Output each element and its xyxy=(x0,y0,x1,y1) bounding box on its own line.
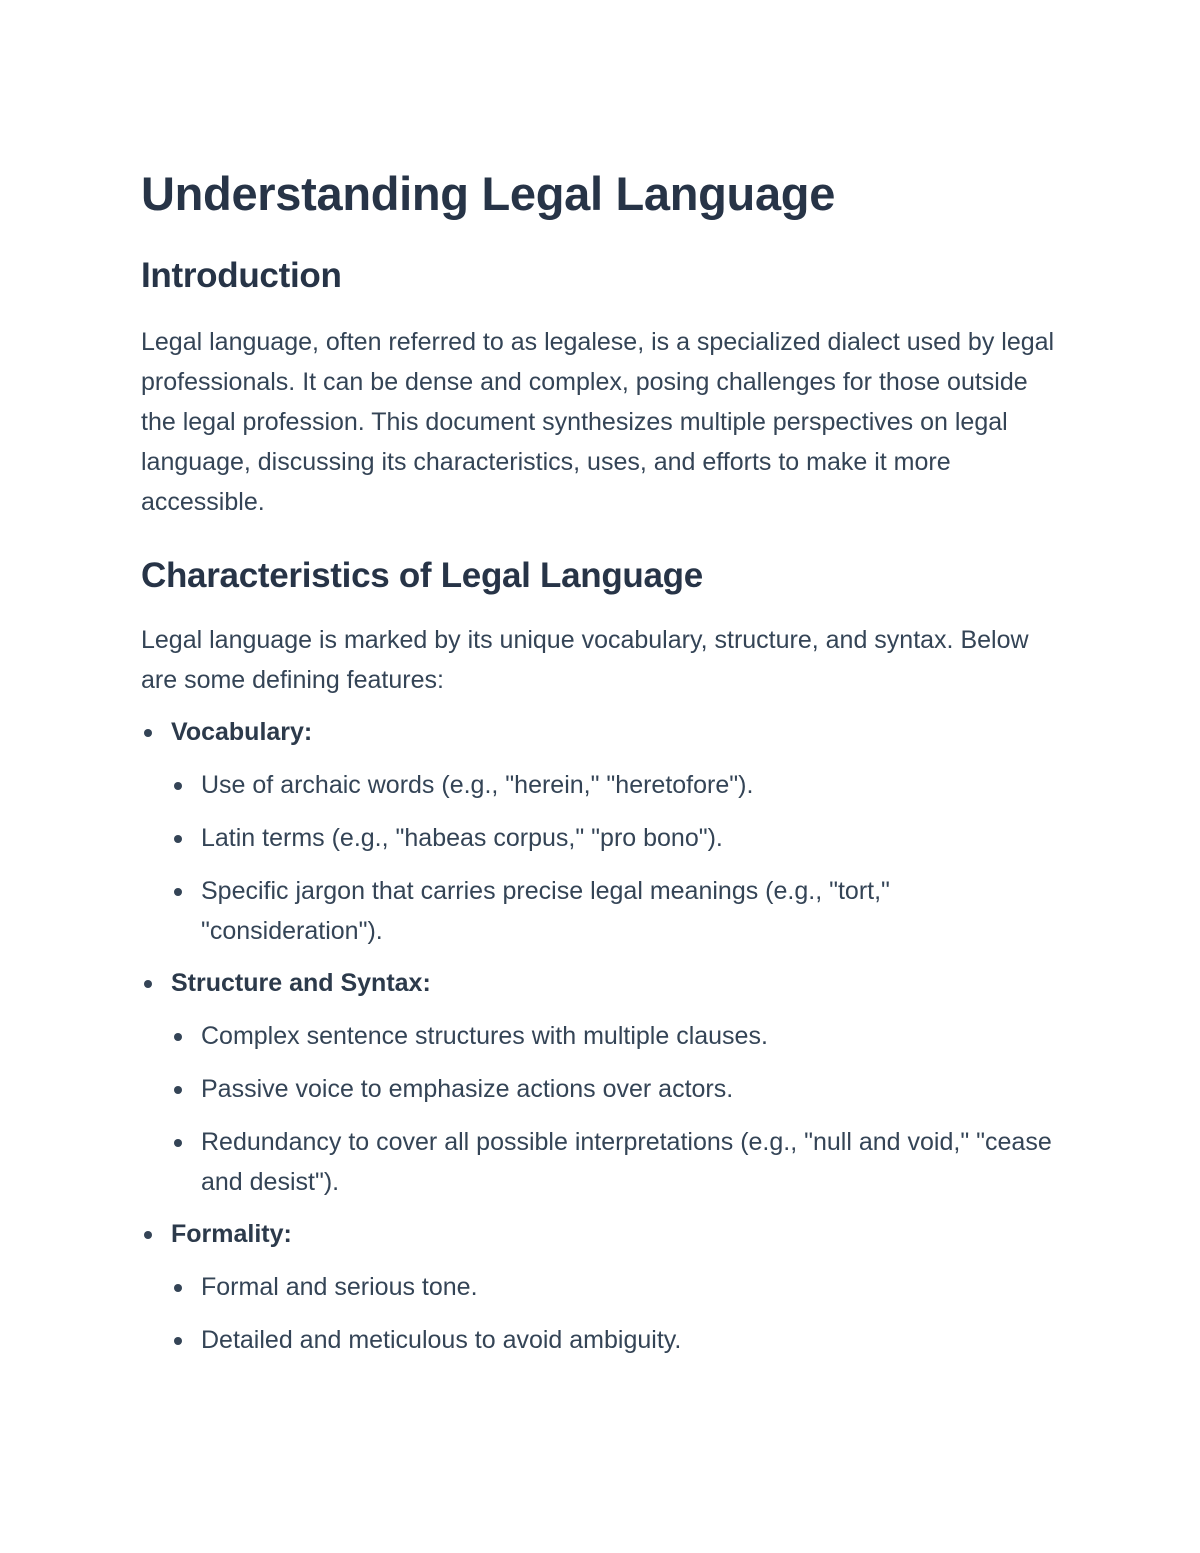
feature-label: Structure and Syntax: xyxy=(171,969,431,997)
list-item: Use of archaic words (e.g., "herein," "heretofore"). xyxy=(171,765,1061,805)
list-item: Specific jargon that carries precise legal meanings (e.g., "tort," "consideration"). xyxy=(171,871,1061,951)
feature-vocabulary xyxy=(141,712,1061,951)
list-item: Complex sentence structures with multiple clauses. xyxy=(171,1016,1061,1056)
introduction-heading: Introduction xyxy=(141,256,342,295)
list-item: Redundancy to cover all possible interpretations (e.g., "null and void," "cease and desist"). xyxy=(171,1122,1061,1202)
list-item: Passive voice to emphasize actions over actors. xyxy=(171,1069,1061,1109)
feature-label: Vocabulary: xyxy=(171,718,313,746)
formality-sublist xyxy=(171,1267,1061,1360)
characteristics-paragraph: Legal language is marked by its unique vocabulary, structure, and syntax. Below are some defining features: xyxy=(141,626,1029,694)
feature-formality xyxy=(141,1214,1061,1360)
feature-structure-and-syntax xyxy=(141,963,1061,1202)
introduction-paragraph: Legal language, often referred to as legalese, is a specialized dialect used by legal professionals. It can be dense and complex, posing challenges for those outside the legal profession. This document synthesizes multiple perspectives on legal language, discussing its characteristics, uses, and efforts to make it more accessible. xyxy=(141,328,1055,516)
feature-label: Formality: xyxy=(171,1220,292,1248)
characteristics-heading: Characteristics of Legal Language xyxy=(141,556,703,595)
list-item: Formal and serious tone. xyxy=(171,1267,1061,1307)
list-item: Detailed and meticulous to avoid ambiguity. xyxy=(171,1320,1061,1360)
list-item: Latin terms (e.g., "habeas corpus," "pro bono"). xyxy=(171,818,1061,858)
structure-sublist xyxy=(171,1016,1061,1202)
vocabulary-sublist xyxy=(171,765,1061,951)
document-title: Understanding Legal Language xyxy=(141,167,836,220)
features-list xyxy=(141,712,1061,1360)
document-page xyxy=(141,162,1061,1360)
